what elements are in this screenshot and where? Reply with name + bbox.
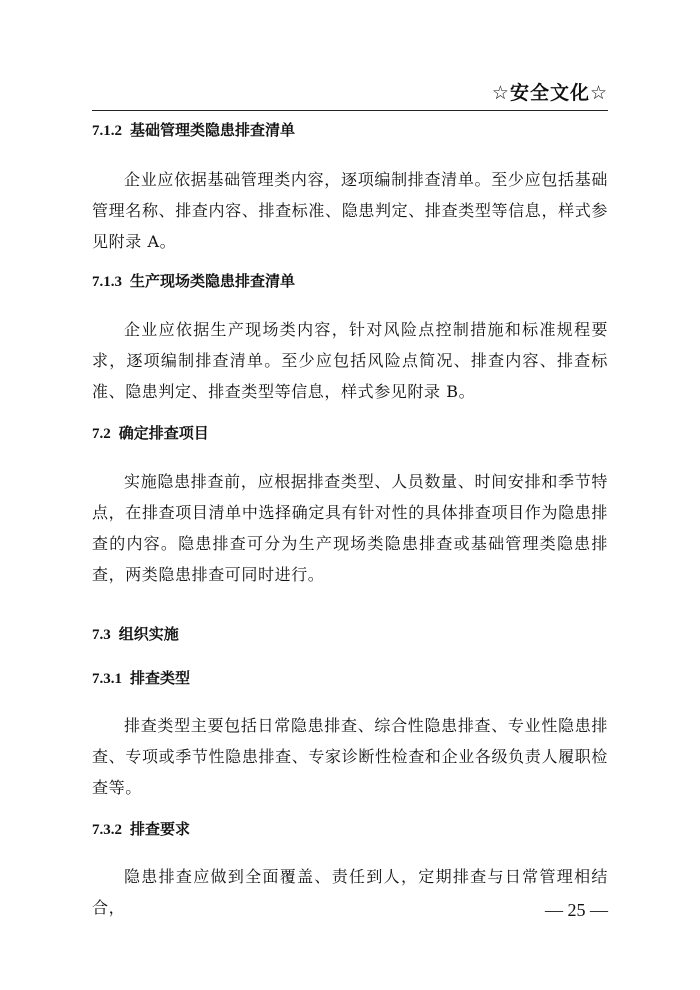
header-title: ☆安全文化☆ [491, 82, 608, 104]
section-title: 基础管理类隐患排查清单 [130, 121, 296, 139]
document-body [92, 110, 608, 923]
section-heading-7-2 [92, 421, 608, 446]
section-number: 7.1.3 [92, 274, 122, 290]
section-heading-7-3 [92, 622, 608, 647]
page-number: — 25 — [545, 900, 608, 920]
section-paragraph: 企业应依据生产现场类内容，针对风险点控制措施和标准规程要求，逐项编制排查清单。至少应包括风险点简况、排查内容、排查标准、隐患判定、排查类型等信息，样式参见附录 B。 [92, 320, 608, 401]
section-paragraph: 企业应依据基础管理类内容，逐项编制排查清单。至少应包括基础管理名称、排查内容、排查标准、隐患判定、排查类型等信息，样式参见附录 A。 [92, 170, 608, 251]
section-heading-7-1-2 [92, 118, 608, 143]
section-number: 7.3 [92, 627, 111, 643]
section-number: 7.3.1 [92, 671, 122, 687]
section-paragraph: 隐患排查应做到全面覆盖、责任到人，定期排查与日常管理相结合， [92, 867, 608, 917]
section-title: 排查要求 [130, 820, 191, 838]
section-title: 组织实施 [118, 625, 179, 643]
section-title: 确定排查项目 [118, 424, 209, 442]
section-heading-7-1-3 [92, 269, 608, 294]
section-number: 7.2 [92, 426, 111, 442]
section-paragraph: 实施隐患排查前，应根据排查类型、人员数量、时间安排和季节特点，在排查项目清单中选择确定具有针对性的具体排查项目作为隐患排查的内容。隐患排查可分为生产现场类隐患排查或基础管理类隐患排查，两类隐患排查可同时进行。 [92, 472, 608, 584]
section-paragraph: 排查类型主要包括日常隐患排查、综合性隐患排查、专业性隐患排查、专项或季节性隐患排查、专家诊断性检查和企业各级负责人履职检查等。 [92, 716, 608, 797]
section-number: 7.3.2 [92, 822, 122, 838]
section-heading-7-3-2 [92, 817, 608, 842]
section-heading-7-3-1 [92, 666, 608, 691]
section-number: 7.1.2 [92, 123, 122, 139]
section-title: 生产现场类隐患排查清单 [130, 272, 296, 290]
section-title: 排查类型 [130, 669, 191, 687]
